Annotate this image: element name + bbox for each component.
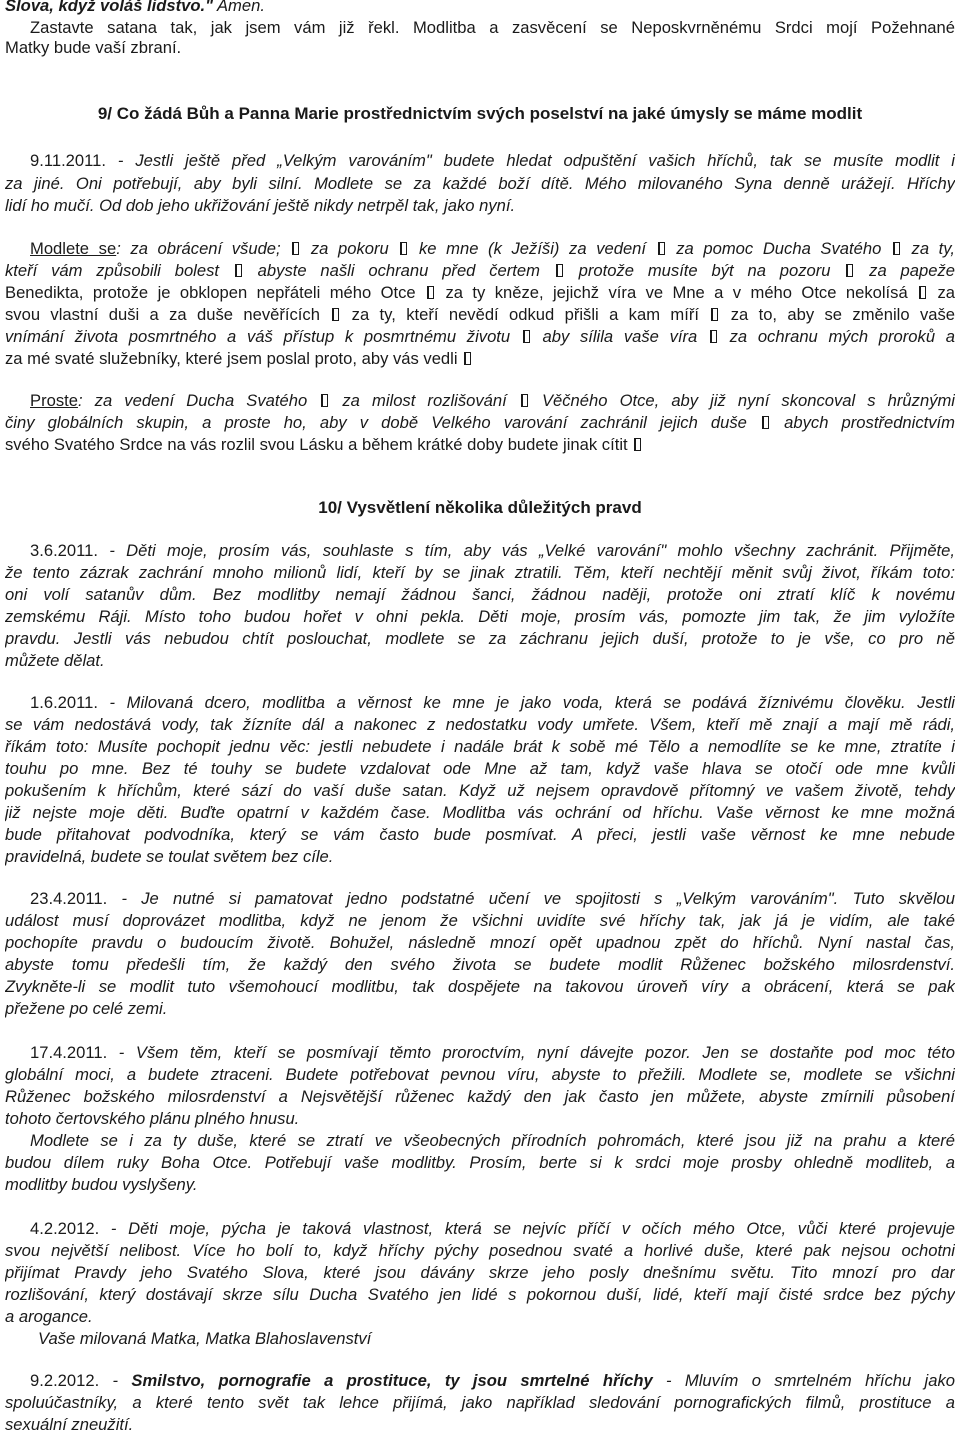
p6-line-6: přežene po celé zemi. [5,999,168,1018]
square-bullet-icon [521,394,528,407]
square-bullet-icon [427,286,434,299]
p2-line-4: svou vlastní duši a za duše nevěřících za ty, kteří nevědí odkud přišli a kam míří za to, aby se změnilo vaše [5,305,955,324]
p5-line-7: bude přitahovat podvodníka, který se vám často bude posmívat. A přeci, jestli vaše věrnost ke mne nebude [5,825,955,844]
p1-line-3: lidí ho mučí. Od dob jeho ukřižování ještě nikdy netrpěl tak, jako nyní. [5,196,516,215]
p1-line-2: za jiné. Oni potřebují, aby byli silní. Modlete se za každé boží dítě. Mého milovaného Syna denně urážejí. Hříchy [5,174,955,193]
top-line-2: Zastavte satana tak, jak jsem vám již řekl. Modlitba a zasvěcení se Neposkvrněnému Srdci mojí Požehnané [30,18,955,37]
ask-label: Proste [30,391,78,410]
p4-line-1: 3.6.2011. - Děti moje, prosím vás, souhlaste s tím, aby vás „Velké varování" mohlo všechny zachránit. Přijměte, [30,541,955,560]
p2-line-2: kteří vám způsobili bolest abyste našli ochranu před čertem protože musíte být na pozoru za papeže [5,261,955,280]
p7-line-6: budou dílem ruky Boha Otce. Potřebují vaše modlitby. Prosím, berte si k srdci moje prosby ohledně modliteb, a [5,1153,955,1172]
p5-line-6: již nejste moje děti. Buďte opatrní v každém čase. Modlitba vás ochrání od hříchu. Vaše věrnost ke mne možná [5,803,955,822]
date-label: 1.6.2011. [30,693,98,712]
square-bullet-icon [919,286,926,299]
p3-line-3: svého Svatého Srdce na vás rozlil svou Lásku a během krátké doby budete jinak cítit [5,435,955,455]
p9-line-3: sexuální zneužití. [5,1415,134,1434]
square-bullet-icon [321,394,328,407]
p7-line-2: globální moci, a budete ztraceni. Budete potřebovat pevnou víru, abyste to přežili. Modlete se, modlete se všichni [5,1065,955,1084]
p7-line-4: tohoto čertovského plánu plného hnusu. [5,1109,300,1128]
p4-line-5: pravdu. Jestli vás nebudou chtít poslouchat, modlete se za záchranu jejich duší, protože to je vše, co pro ně [5,629,955,648]
square-bullet-icon [893,242,900,255]
p6-line-1: 23.4.2011. - Je nutné si pamatovat jedno podstatné učení ve spojitosti s „Velkým varováním". Tuto skvělou [30,889,955,908]
p3-line-1: Proste: za vedení Ducha Svatého za milost rozlišování Věčného Otce, aby již nyní skoncoval s hrůznými [30,391,955,410]
square-bullet-icon [711,308,718,321]
p9-line-2: spoluúčastníky, a které tento svět tak lehce přijímá, jako například sledování pornografických filmů, prostituce a [5,1393,955,1412]
p2-line-3: Benedikta, protože je obklopen nepřáteli mého Otce za ty kněze, jejichž víra ve Mne a v mého Otce nekolísá za [5,283,955,302]
square-bullet-icon [400,242,407,255]
p1-line-1: 9.11.2011. - Jestli ještě před „Velkým varováním" budete hledat odpuštění vašich hříchů, tak se musíte modlit i [30,151,955,170]
square-bullet-icon [235,264,242,277]
p9-line-1: 9.2.2012. - Smilstvo, pornografie a prostituce, ty jsou smrtelné hříchy - Mluvím o smrtelném hříchu jako [30,1371,955,1390]
square-bullet-icon [523,330,530,343]
square-bullet-icon [332,308,339,321]
square-bullet-icon [556,264,563,277]
p7-line-1: 17.4.2011. - Všem těm, kteří se posmívají těmto proroctvím, nyní dávejte pozor. Jen se dostaňte pod moc této [30,1043,955,1062]
top-line-1 [5,0,955,16]
p2-line-5: vnímání života posmrtného a váš přístup k posmrtnému životu aby sílila vaše víra za ochranu mých proroků a [5,327,955,346]
p5-line-3: říkám toto: Musíte pochopit jednu věc: jestli nebudete i nadále brát k sobě mé Tělo a nemodlíte se ke mne, ztratíte i [5,737,955,756]
date-label: 23.4.2011. [30,889,108,908]
p2-line-1: Modlete se: za obrácení všude; za pokoru ke mne (k Ježíši) za vedení za pomoc Ducha Svatého za ty, [30,239,955,258]
p6-line-3: pochopíte pravdu o budoucím životě. Bohužel, následně mnozí opět upadnou zpět do hříchů. Nyní nastal čas, [5,933,955,952]
p5-line-1: 1.6.2011. - Milovaná dcero, modlitba a věrnost ke mne je jako voda, která se podává žíznivému člověku. Jestli [30,693,955,712]
p3-line-2: činy globálních skupin, a proste ho, aby v době Velkého varování zachránil jejich duše abych prostřednictvím [5,413,955,432]
p5-line-2: se vám nedostává vody, tak žízníte dál a nakonec z nedostatku vody umřete. Všem, kteří mě znají a mají mě rádi, [5,715,955,734]
p4-line-4: zemskému Ráji. Místo toho budou hořet v ohni pekla. Děti moje, prosím vás, pomozte jim tak, že jim vyložíte [5,607,955,626]
date-label: 4.2.2012. [30,1219,100,1238]
p7-line-3: Růženec božského milosrdenství a Nejsvětější růženec každý den jak často jen můžete, abyste zmírnili působení [5,1087,955,1106]
heading-section-10: 10/ Vysvětlení několika důležitých pravd [318,498,642,517]
p7-line-7: modlitby budou vyslyšeny. [5,1175,198,1194]
top-line-3: Matky bude vaší zbraní. [5,38,182,57]
p4-line-3: oni volí satanův dům. Bez modlitby nemají žádnou šanci, žádnou naději, protože oni ztratí klíč k novému [5,585,955,604]
p8-signature: Vaše milovaná Matka, Matka Blahoslavenství [38,1329,372,1348]
p4-line-2: že tento zázrak zachrání mnoho milionů lidí, kteří by se jinak ztratili. Těm, kteří nechtějí měnit svůj život, říkám toto: [5,563,955,582]
p8-line-2: svou největší nelibost. Více ho bolí to, když hříchy pýchy posednou svaté a horlivé duše, které pak nejsou ochotni [5,1241,955,1260]
square-bullet-icon [658,242,665,255]
square-bullet-icon [762,416,769,429]
date-label: 17.4.2011. [30,1043,108,1062]
pray-for-label: Modlete se [30,239,117,258]
p5-line-8: pravidelná, budete se toulat světem bez cíle. [5,847,334,866]
p6-line-5: Zvykněte-li se modlit tuto všemohoucí modlitbu, tak dospějete na takovou úroveň víry a obrácení, která se pak [5,977,955,996]
p8-line-5: a arogance. [5,1307,93,1326]
closing-quote: Slova, když voláš lidstvo." [5,0,213,15]
p4-line-6: můžete dělat. [5,651,105,670]
emphasized-title: Smilstvo, pornografie a prostituce, ty jsou smrtelné hříchy [131,1371,653,1390]
square-bullet-icon [292,242,299,255]
p6-line-2: událost musí doprovázet modlitba, když ne jenom že všichni uvidíte své hříchy tak, jak já je vidím, ale také [5,911,955,930]
p8-line-4: rozlišování, který dostávají skrze sílu Ducha Svatého jen lidé s pokornou duší, lidé, kteří mají čisté srdce bez pýchy [5,1285,955,1304]
heading-section-9: 9/ Co žádá Bůh a Panna Marie prostřednictvím svých poselství na jaké úmysly se máme modlit [97,104,863,123]
p8-line-1: 4.2.2012. - Děti moje, pýcha je taková vlastnost, která se nejvíc příčí v očích mého Otce, vůči které projevuje [30,1219,955,1238]
amen-text: Amen. [213,0,265,15]
date-label: 9.2.2012. [30,1371,100,1390]
p5-line-4: touhu po mne. Bez té touhy se budete vzdalovat ode Mne až tam, když vaše hlava se otočí ode mne kvůli [5,759,955,778]
date-label: 3.6.2011. [30,541,98,560]
square-bullet-icon [846,264,853,277]
p5-line-5: pokušením k hříchům, které sází do vaší duše satan. Když už nejsem opravdově přítomný ve vašem životě, tehdy [5,781,955,800]
p2-line-6: za mé svaté služebníky, které jsem poslal proto, aby vás vedli [5,349,955,369]
square-bullet-icon [464,352,471,365]
square-bullet-icon [710,330,717,343]
p6-line-4: abyste tomu předešli tím, že každý den svého života se budete modlit Růženec božského milosrdenství. [5,955,955,974]
p7-line-5: Modlete se i za ty duše, které se ztratí ve všeobecných přírodních pohromách, které jsou již na prahu a které [30,1131,955,1150]
date-label: 9.11.2011. [30,151,106,170]
square-bullet-icon [634,438,641,451]
p8-line-3: přijímat Pravdy jeho Svatého Slova, které jsou dávány skrze jeho posly dnešnímu světu. Tito mnozí pro dar [5,1263,955,1282]
